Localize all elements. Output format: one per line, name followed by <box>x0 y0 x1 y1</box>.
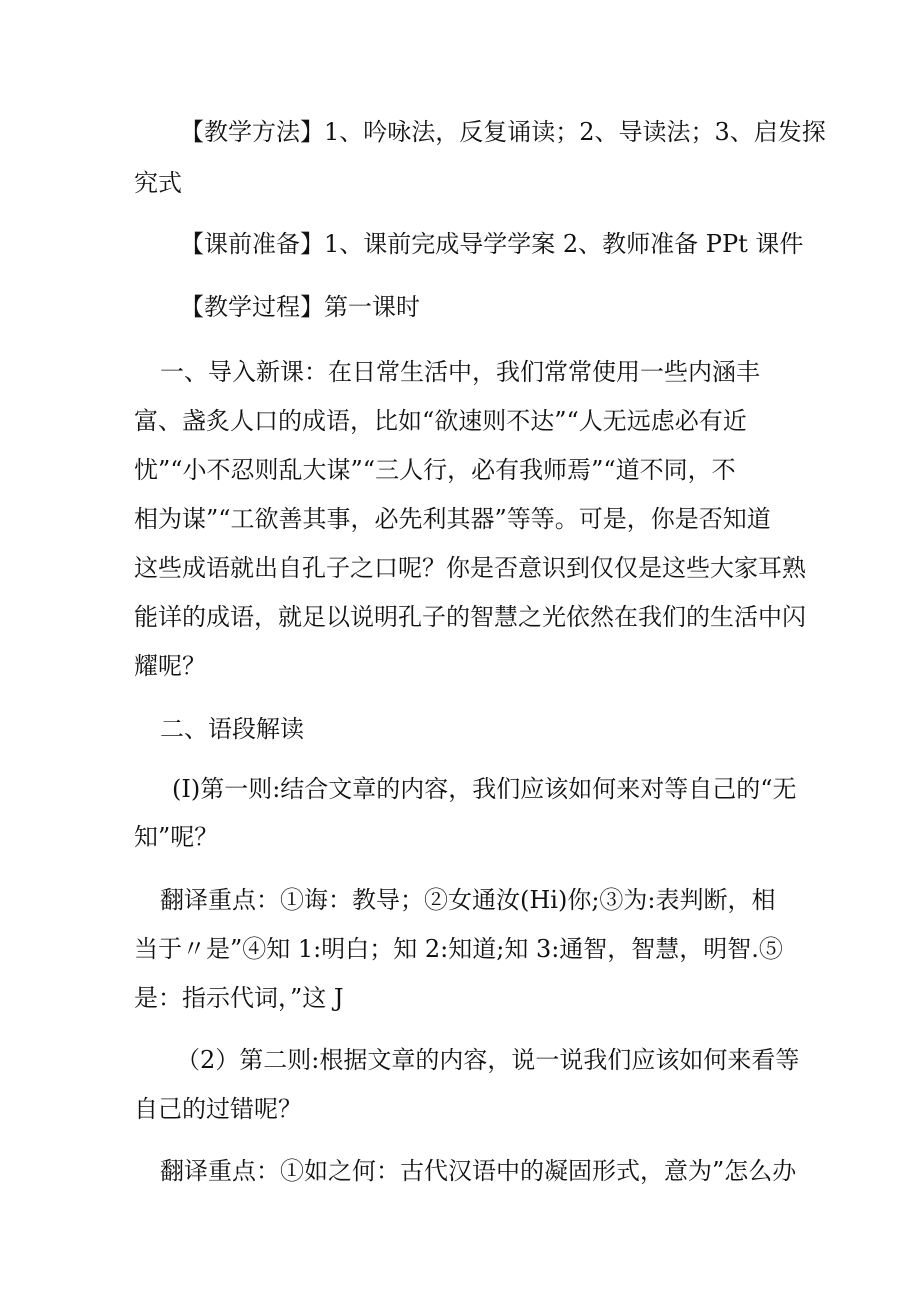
translation-2-line-1: 翻译重点：①如之何：古代汉语中的凝固形式，意为”怎么办 <box>160 1157 797 1185</box>
item-1-line-1: (I)第一则:结合文章的内容，我们应该如何来对等自己的“无 <box>172 775 797 803</box>
translation-1-line-1: 翻译重点：①诲：教导；②女通汝(Hi)你;③为:表判断，相 <box>160 886 776 914</box>
item-2-line-1: （2）第二则:根据文章的内容，说一说我们应该如何来看等 <box>176 1046 800 1074</box>
intro-line-6: 能详的成语，就足以说明孔子的智慧之光依然在我们的生活中闪 <box>134 603 806 631</box>
intro-line-5: 这些成语就出自孔子之口呢？你是否意识到仅仅是这些大家耳熟 <box>134 554 806 582</box>
intro-line-3: 忧”“小不忍则乱大谋”“三人行，必有我师焉”“道不同，不 <box>134 456 736 484</box>
translation-1-line-3: 是：指示代词，”这 J <box>134 984 344 1012</box>
item-1-line-2: 知”呢？ <box>134 823 219 851</box>
intro-line-1: 一、导入新课：在日常生活中，我们常常使用一些内涵丰 <box>160 358 760 386</box>
section-two-heading: 二、语段解读 <box>160 715 304 743</box>
intro-line-4: 相为谋”“工欲善其事，必先利其器”等等。可是，你是否知道 <box>134 505 771 533</box>
translation-1-line-2: 当于〃是”④知 1:明白；知 2:知道;知 3:通智，智慧，明智.⑤ <box>134 935 783 963</box>
intro-line-2: 富、盏炙人口的成语，比如“欲速则不达”“人无远虑必有近 <box>134 407 747 435</box>
preparation-line-1: 【课前准备】1、课前完成导学学案 2、教师准备 PPt 课件 <box>180 230 804 258</box>
item-2-line-2: 自己的过错呢？ <box>134 1095 302 1123</box>
intro-line-7: 耀呢？ <box>134 652 206 680</box>
teaching-process-line-1: 【教学过程】第一课时 <box>180 293 420 321</box>
teaching-method-line-1: 【教学方法】1、吟咏法，反复诵读；2、导读法；3、启发探 <box>180 118 826 146</box>
teaching-method-line-2: 究式 <box>134 169 182 197</box>
